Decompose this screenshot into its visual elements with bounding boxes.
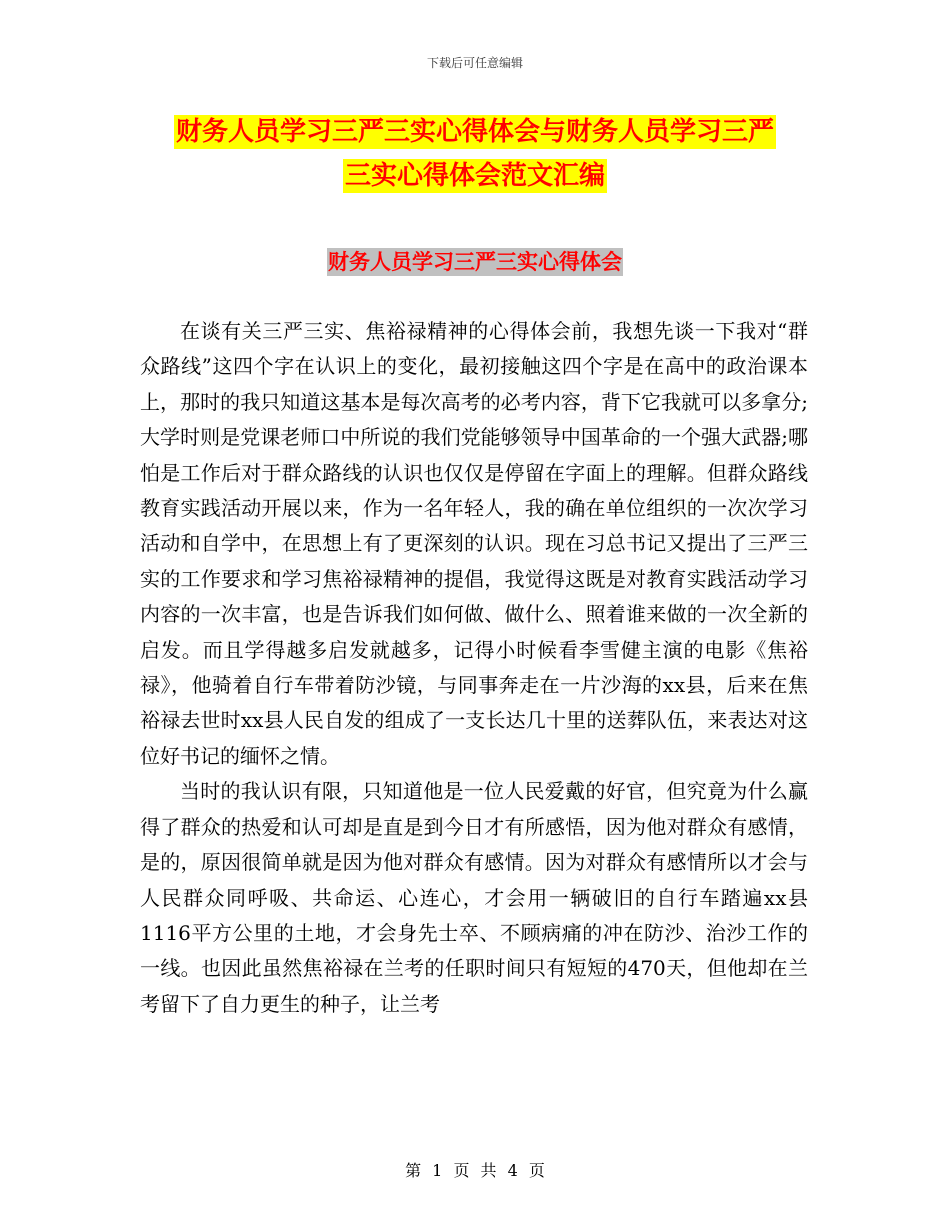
document-title-line-1: 财务人员学习三严三实心得体会与财务人员学习三严 xyxy=(175,117,774,147)
section-title xyxy=(0,247,950,277)
paragraph-1: 在谈有关三严三实、焦裕禄精神的心得体会前，我想先谈一下我对“群众路线”这四个字在认识上的变化，最初接触这四个字是在高中的政治课本上，那时的我只知道这基本是每次高考的必考内容，背下它我就可以多拿分;大学时则是党课老师口中所说的我们党能够领导中国革命的一个强大武器;哪怕是工作后对于群众路线的认识也仅仅是停留在字面上的理解。但群众路线教育实践活动开展以来，作为一名年轻人，我的确在单位组织的一次次学习活动和自学中，在思想上有了更深刻的认识。现在习总书记又提出了三严三实的工作要求和学习焦裕禄精神的提倡，我觉得这既是对教育实践活动学习内容的一次丰富，也是告诉我们如何做、做什么、照着谁来做的一次全新的启发。而且学得越多启发就越多，记得小时候看李雪健主演的电影《焦裕禄》，他骑着自行车带着防沙镜，与同事奔走在一片沙海的xx县，后来在焦裕禄去世时xx县人民自发的组成了一支长达几十里的送葬队伍，来表达对这位好书记的缅怀之情。 xyxy=(140,319,808,768)
header-note: 下载后可任意编辑 xyxy=(426,56,523,70)
section-title-text: 财务人员学习三严三实心得体会 xyxy=(328,250,622,274)
document-title xyxy=(0,110,950,198)
page-footer: 第 1 页 共 4 页 xyxy=(405,1161,545,1180)
document-title-line-2: 三实心得体会范文汇编 xyxy=(344,161,605,191)
paragraph-2: 当时的我认识有限，只知道他是一位人民爱戴的好官，但究竟为什么赢得了群众的热爱和认可却是直是到今日才有所感悟，因为他对群众有感情，是的，原因很简单就是因为他对群众有感情。因为对群众有感情所以才会与人民群众同呼吸、共命运、心连心，才会用一辆破旧的自行车踏遍xx县1116平方公里的土地，才会身先士卒、不顾病痛的冲在防沙、治沙工作的一线。也因此虽然焦裕禄在兰考的任职时间只有短短的470天，但他却在兰考留下了自力更生的种子，让兰考 xyxy=(140,779,808,1016)
body-text xyxy=(140,314,808,1022)
